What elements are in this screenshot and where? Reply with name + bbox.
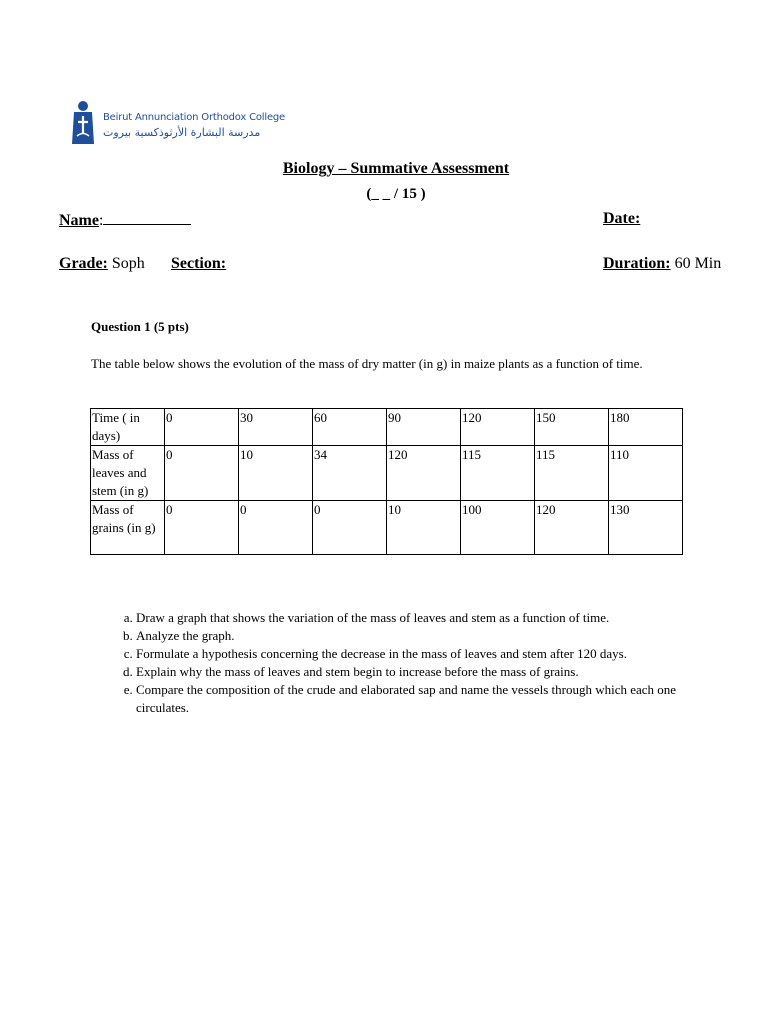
school-emblem-icon — [70, 100, 98, 146]
table-cell: 10 — [387, 501, 461, 555]
task-list — [91, 609, 716, 717]
list-item: b. Analyze the graph. — [136, 627, 716, 645]
school-name-english: Beirut Annunciation Orthodox College — [103, 112, 285, 123]
row-label: Time ( in days) — [91, 409, 165, 446]
table-cell: 0 — [239, 501, 313, 555]
school-logo — [70, 100, 310, 146]
table-cell: 120 — [535, 501, 609, 555]
date-label: Date: — [603, 210, 641, 227]
table-cell: 120 — [387, 446, 461, 501]
table-cell: 60 — [313, 409, 387, 446]
row-label: Mass of grains (in g) — [91, 501, 165, 555]
table-cell: 30 — [239, 409, 313, 446]
table-cell: 180 — [609, 409, 683, 446]
name-colon: : — [98, 212, 104, 229]
list-item: d. Explain why the mass of leaves and stem begin to increase before the mass of grains. — [136, 663, 716, 681]
grade-field — [59, 255, 145, 273]
table-row — [91, 409, 683, 446]
section-label: Section: — [171, 255, 227, 272]
date-field — [603, 210, 640, 228]
name-field — [59, 210, 191, 230]
table-cell: 0 — [165, 446, 239, 501]
duration-field — [603, 255, 721, 273]
name-blank — [103, 210, 191, 225]
table-cell: 0 — [165, 409, 239, 446]
table-row — [91, 501, 683, 555]
list-item: a. Draw a graph that shows the variation of the mass of leaves and stem as a function of time. — [136, 609, 716, 627]
list-item: e. Compare the composition of the crude and elaborated sap and name the vessels through which each one circulates. — [136, 681, 716, 717]
table-cell: 34 — [313, 446, 387, 501]
question-title: Question 1 (5 pts) — [91, 319, 189, 334]
table-cell: 150 — [535, 409, 609, 446]
table-cell: 120 — [461, 409, 535, 446]
table-cell: 100 — [461, 501, 535, 555]
list-item: c. Formulate a hypothesis concerning the decrease in the mass of leaves and stem after 120 days. — [136, 645, 716, 663]
page-title — [0, 160, 768, 178]
table-cell: 90 — [387, 409, 461, 446]
question-intro: The table below shows the evolution of the mass of dry matter (in g) in maize plants as a function of time. — [91, 356, 643, 371]
table-cell: 115 — [461, 446, 535, 501]
title-text: Biology – Summative Assessment — [282, 160, 510, 177]
score-field: (_ _ / 15 ) — [366, 186, 426, 202]
duration-label: Duration: — [603, 255, 671, 272]
data-table — [90, 408, 683, 555]
table-cell: 115 — [535, 446, 609, 501]
table-cell: 0 — [313, 501, 387, 555]
name-label: Name — [59, 212, 99, 229]
table-cell: 130 — [609, 501, 683, 555]
school-name-arabic: مدرسة البشارة الأرثوذكسية بيروت — [103, 126, 261, 139]
row-label: Mass of leaves and stem (in g) — [91, 446, 165, 501]
table-cell: 0 — [165, 501, 239, 555]
duration-value: 60 Min — [670, 255, 722, 272]
table-cell: 110 — [609, 446, 683, 501]
table-row — [91, 446, 683, 501]
section-field — [171, 255, 226, 273]
grade-label: Grade: — [59, 255, 108, 272]
grade-value: Soph — [107, 255, 145, 272]
table-cell: 10 — [239, 446, 313, 501]
